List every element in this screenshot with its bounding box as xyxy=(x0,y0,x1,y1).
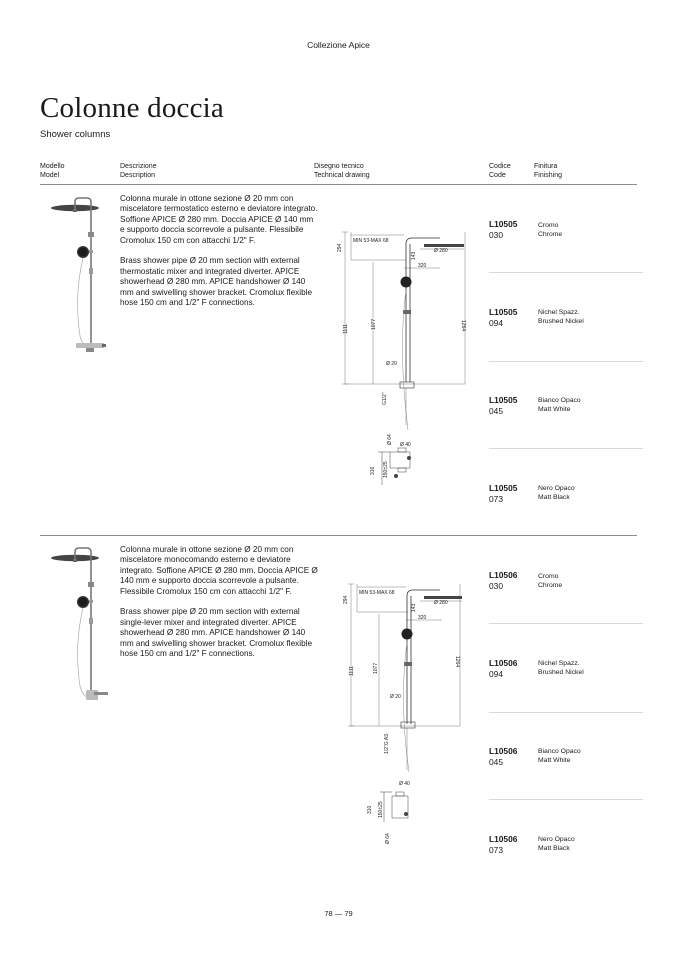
variant-code: L10506 045 xyxy=(489,746,518,767)
description-en: Brass shower pipe Ø 20 mm section with external single-lever mixer and integrated diverter. APICE showerhead Ø 280 mm. APICE handshower Ø 140 mm and swivelling shower bracket. Cromolux flexible hose 150 cm and 1/2" F connections. xyxy=(120,607,313,659)
header-rule xyxy=(40,184,637,185)
dim-1111: 1111 xyxy=(349,665,355,676)
variant-divider xyxy=(489,712,643,713)
description-it: Colonna murale in ottone sezione Ø 20 mm con miscelatore monocomando esterno e deviatore integrato. Soffione APICE Ø 280 mm. Doccia APICE Ø 140 mm e supporto doccia scorrevole a pulsante. Flessibile Cromolux 150 cm con attacchi 1/2" F. xyxy=(120,545,318,596)
variant-code: L10505 094 xyxy=(489,307,518,328)
dim-1077: 1077 xyxy=(373,662,379,674)
dim-1077: 1077 xyxy=(371,318,377,330)
dim-40: Ø 40 xyxy=(399,781,410,787)
variant-divider xyxy=(489,623,643,624)
dim-min-max: MIN 53-MAX 68 xyxy=(353,238,389,244)
dim-310: 310 xyxy=(367,805,373,814)
dim-connection: 1/2"G AS xyxy=(384,733,390,754)
dim-150: 150±25 xyxy=(378,801,384,818)
variant-code: L10506 073 xyxy=(489,834,518,855)
col-code: Codice Code xyxy=(489,163,511,179)
shower-column-image xyxy=(44,196,114,358)
section-rule xyxy=(40,535,637,536)
dim-143: 143 xyxy=(411,251,417,260)
variant-divider xyxy=(489,361,643,362)
variant-finish: Bianco Opaco Matt White xyxy=(538,397,581,413)
dim-320: 320 xyxy=(418,263,427,269)
dim-20: Ø 20 xyxy=(390,694,401,700)
variant-finish: Nichel Spazz. Brushed Nickel xyxy=(538,309,584,325)
dim-40: Ø 40 xyxy=(400,442,411,448)
dim-143: 143 xyxy=(411,603,417,612)
variant-finish: Nero Opaco Matt Black xyxy=(538,485,575,501)
variant-code: L10506 030 xyxy=(489,570,518,591)
page-title: Colonne doccia xyxy=(40,92,224,124)
dim-connection: G1/2" xyxy=(382,392,388,405)
dim-64: Ø 64 xyxy=(385,833,391,844)
description-en: Brass shower pipe Ø 20 mm section with external thermostatic mixer and integrated diverter. APICE showerhead Ø 280 mm. APICE handshower Ø 140 mm and swivelling shower bracket. Cromolux flexible hose 150 cm and 1/2" F connections. xyxy=(120,256,313,308)
col-drawing: Disegno tecnico Technical drawing xyxy=(314,163,370,179)
collection-header: Collezione Apice xyxy=(307,40,370,50)
dim-320: 320 xyxy=(418,615,427,621)
dim-20: Ø 20 xyxy=(386,361,397,367)
product-description xyxy=(120,545,320,670)
shower-column-image xyxy=(44,546,114,708)
variant-finish: Nichel Spazz. Brushed Nickel xyxy=(538,660,584,676)
dim-294: 294 xyxy=(343,595,349,604)
variant-finish: Nero Opaco Matt Black xyxy=(538,836,575,852)
technical-drawing xyxy=(344,582,476,847)
dim-min-max: MIN 53-MAX 68 xyxy=(359,590,395,596)
col-finishing: Finitura Finishing xyxy=(534,163,563,179)
variant-code: L10506 094 xyxy=(489,658,518,679)
variant-finish: Bianco Opaco Matt White xyxy=(538,748,581,764)
dim-150: 150±25 xyxy=(383,461,389,478)
dim-316: 316 xyxy=(370,466,376,475)
dim-1264: 1264 xyxy=(460,320,466,332)
product-description xyxy=(120,194,320,319)
dim-1264: 1264 xyxy=(454,656,460,668)
variant-code: L10505 073 xyxy=(489,483,518,504)
dim-294: 294 xyxy=(337,243,343,252)
col-model: Modello Model xyxy=(40,163,65,179)
description-it: Colonna murale in ottone sezione Ø 20 mm con miscelatore termostatico esterno e deviatore integrato. Soffione APICE Ø 280 mm. Doccia APICE Ø 140 mm e supporto doccia scorrevole a pulsante. Flessibile Cromolux 150 cm con attacchi 1/2" F. xyxy=(120,194,318,245)
dim-64: Ø 64 xyxy=(387,434,393,445)
dim-1111: 1111 xyxy=(343,323,349,334)
technical-drawing xyxy=(338,230,470,495)
variant-finish: Cromo Chrome xyxy=(538,222,563,238)
variant-divider xyxy=(489,272,643,273)
variant-code: L10505 030 xyxy=(489,219,518,240)
col-description: Descrizione Description xyxy=(120,163,157,179)
variant-finish: Cromo Chrome xyxy=(538,573,563,589)
dim-280: Ø 280 xyxy=(434,248,448,254)
variant-divider xyxy=(489,448,643,449)
dim-280: Ø 280 xyxy=(434,600,448,606)
page-subtitle: Shower columns xyxy=(40,129,111,140)
variant-code: L10505 045 xyxy=(489,395,518,416)
page-numbers: 78 — 79 xyxy=(324,909,353,918)
variant-divider xyxy=(489,799,643,800)
